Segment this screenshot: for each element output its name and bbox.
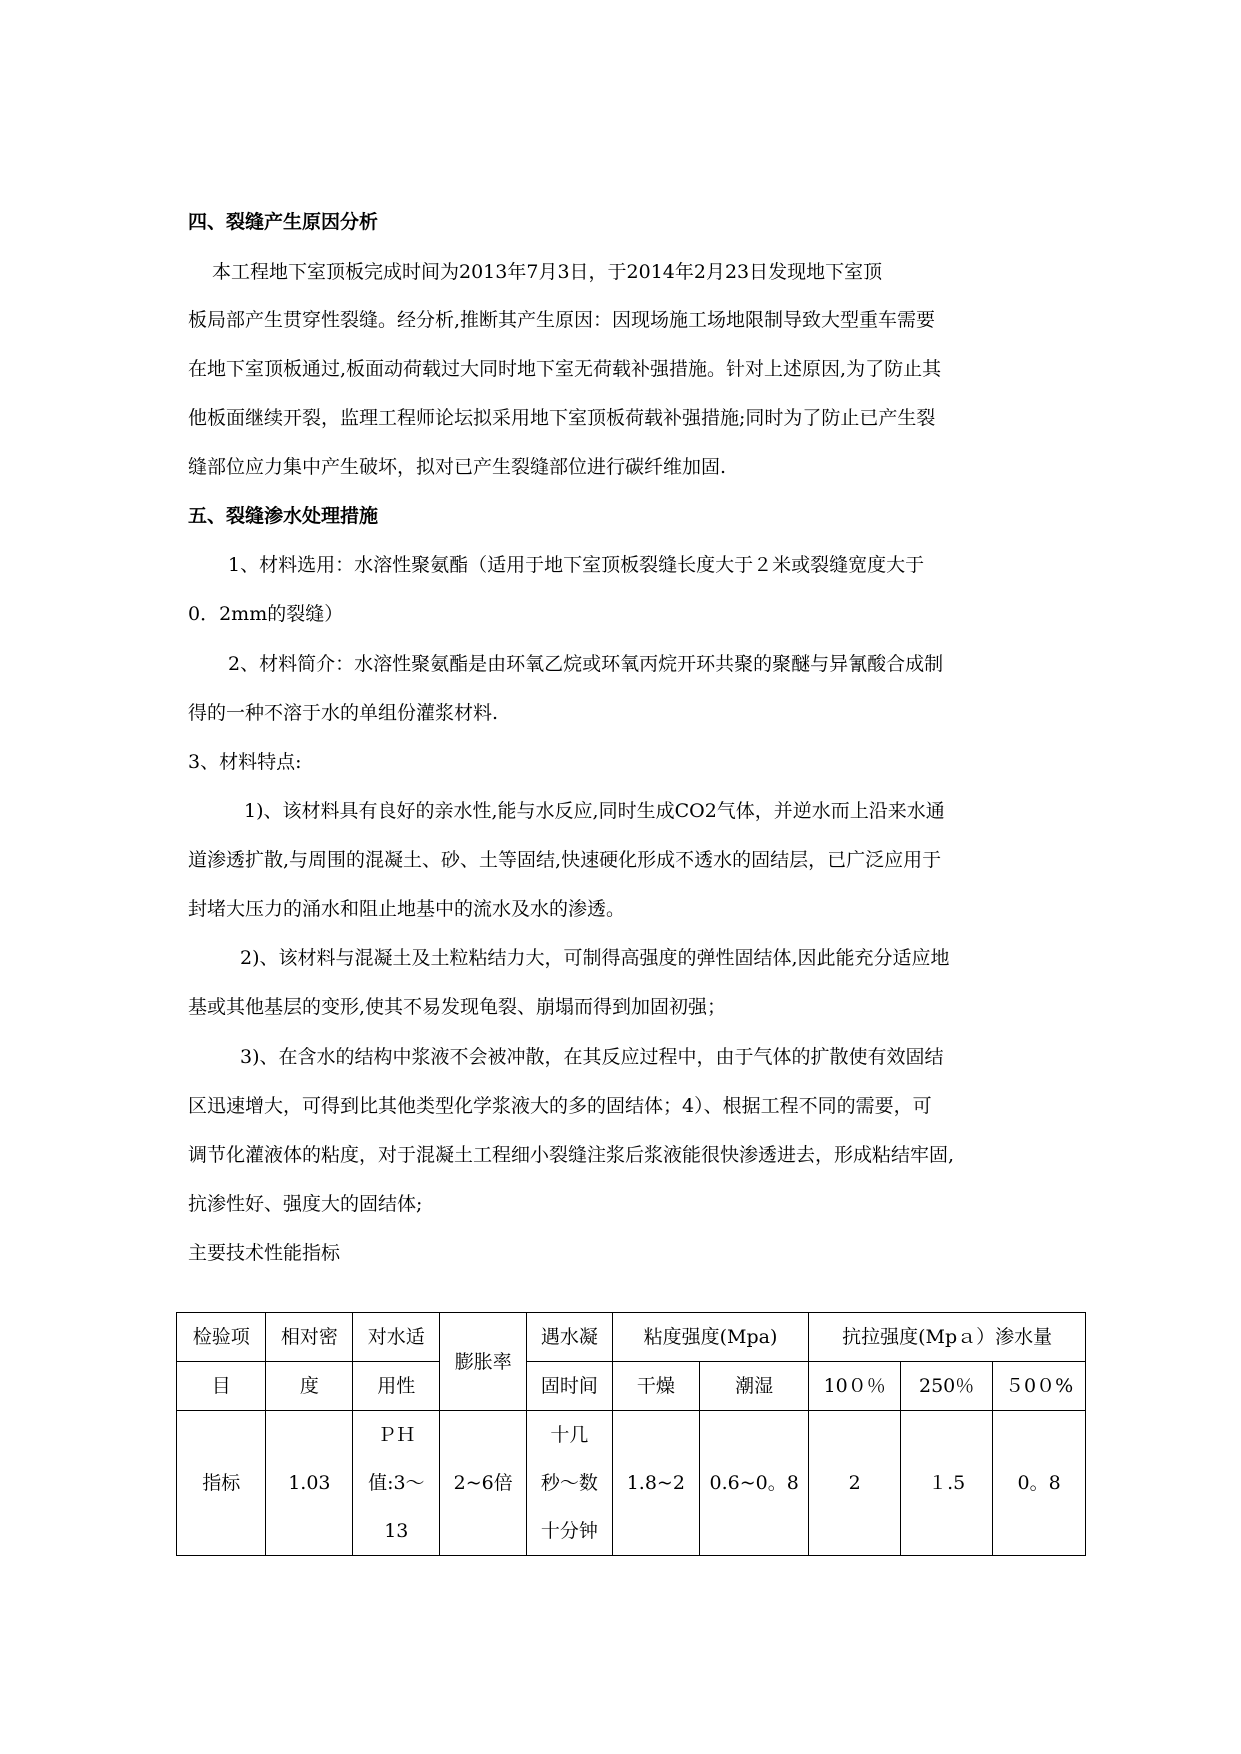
cell-line: 十分钟 (540, 1520, 598, 1542)
table-cell: 2~6倍 (440, 1411, 527, 1556)
table-cell: 0.6~0。8 (700, 1411, 809, 1556)
paragraph-line: 抗渗性好、强度大的固结体; (188, 1193, 423, 1215)
table-header-row (177, 1362, 1086, 1411)
paragraph-line: 缝部位应力集中产生破坏，拟对已产生裂缝部位进行碳纤维加固. (188, 456, 727, 478)
section-heading-5: 五、裂缝渗水处理措施 (188, 505, 379, 527)
paragraph-line: 在地下室顶板通过,板面动荷载过大同时地下室无荷载补强措施。针对上述原因,为了防止其 (188, 358, 942, 380)
paragraph-line: 1、材料选用：水溶性聚氨酯（适用于地下室顶板裂缝长度大于２米或裂缝宽度大于 (228, 554, 925, 576)
paragraph-line: 本工程地下室顶板完成时间为2013年7月3日，于2014年2月23日发现地下室顶 (212, 261, 883, 283)
paragraph-line: 0．2mm的裂缝） (188, 603, 344, 625)
header-cell: 固时间 (527, 1362, 612, 1411)
table-cell: 2 (809, 1411, 901, 1556)
cell-line: 13 (384, 1520, 409, 1542)
paragraph-line: 主要技术性能指标 (188, 1242, 341, 1264)
table-cell: １.5 (901, 1411, 993, 1556)
header-cell: 10０％ (809, 1362, 901, 1411)
cell-line: 十几 (550, 1424, 589, 1446)
header-cell: 目 (177, 1362, 266, 1411)
table-cell: 1.03 (266, 1411, 353, 1556)
header-cell: 粘度强度(Mpa) (612, 1313, 809, 1362)
header-cell: ５0０% (993, 1362, 1086, 1411)
cell-line: ＰＨ (377, 1424, 416, 1446)
table-cell: 0。8 (993, 1411, 1086, 1556)
header-cell: 相对密 (266, 1313, 353, 1362)
paragraph-line: 2、材料简介：水溶性聚氨酯是由环氧乙烷或环氧丙烷开环共聚的聚醚与异氰酸合成制 (228, 653, 944, 675)
header-cell: 抗拉强度(Mpａ）渗水量 (809, 1313, 1086, 1362)
table-cell: 指标 (177, 1411, 266, 1556)
header-cell: 遇水凝 (527, 1313, 612, 1362)
header-cell: 度 (266, 1362, 353, 1411)
table-cell (527, 1411, 612, 1556)
paragraph-line: 得的一种不溶于水的单组份灌浆材料. (188, 702, 499, 724)
paragraph-line: 2)、该材料与混凝土及土粒粘结力大，可制得高强度的弹性固结体,因此能充分适应地 (240, 947, 950, 969)
paragraph-line: 区迅速增大，可得到比其他类型化学浆液大的多的固结体；4）、根据工程不同的需要，可 (188, 1095, 932, 1117)
header-cell: 250％ (901, 1362, 993, 1411)
spec-table (176, 1312, 1086, 1556)
paragraph-line: 板局部产生贯穿性裂缝。经分析,推断其产生原因：因现场施工场地限制导致大型重车需要 (188, 309, 936, 331)
table-cell: 1.8~2 (612, 1411, 699, 1556)
header-cell: 潮湿 (700, 1362, 809, 1411)
paragraph-line: 基或其他基层的变形,使其不易发现龟裂、崩塌而得到加固初强； (188, 996, 727, 1018)
header-cell: 干燥 (612, 1362, 699, 1411)
header-cell: 对水适 (353, 1313, 440, 1362)
cell-line: 值:3～ (368, 1472, 425, 1494)
paragraph-line: 1)、该材料具有良好的亲水性,能与水反应,同时生成CO2气体，并逆水而上沿来水通 (244, 800, 945, 822)
paragraph-line: 调节化灌液体的粘度，对于混凝土工程细小裂缝注浆后浆液能很快渗透进去，形成粘结牢固, (188, 1144, 955, 1166)
section-heading-4: 四、裂缝产生原因分析 (188, 211, 379, 233)
table-cell (353, 1411, 440, 1556)
paragraph-line: 他板面继续开裂，监理工程师论坛拟采用地下室顶板荷载补强措施;同时为了防止已产生裂 (188, 407, 936, 429)
paragraph-line: 封堵大压力的涌水和阻止地基中的流水及水的渗透。 (188, 898, 626, 920)
table-row (177, 1411, 1086, 1556)
header-cell: 检验项 (177, 1313, 266, 1362)
paragraph-line: 3)、在含水的结构中浆液不会被冲散，在其反应过程中，由于气体的扩散使有效固结 (240, 1046, 944, 1068)
paragraph-line: 3、材料特点: (188, 751, 302, 773)
paragraph-line: 道渗透扩散,与周围的混凝土、砂、土等固结,快速硬化形成不透水的固结层，已广泛应用于 (188, 849, 942, 871)
table-header-row (177, 1313, 1086, 1362)
header-cell: 用性 (353, 1362, 440, 1411)
header-cell: 膨胀率 (440, 1313, 527, 1411)
cell-line: 秒～数 (540, 1472, 598, 1494)
